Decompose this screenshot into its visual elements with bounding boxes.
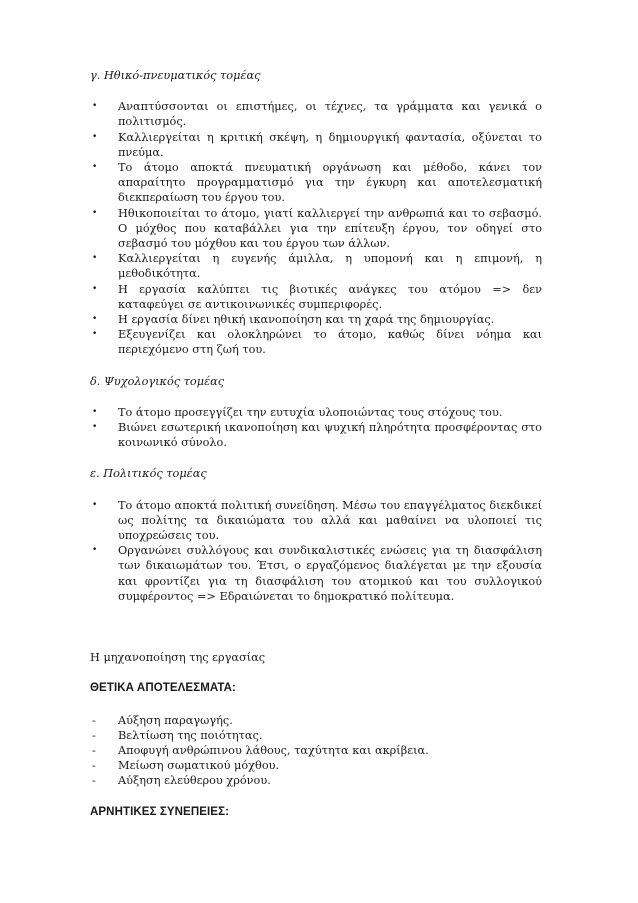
bullet-marker: • — [92, 131, 98, 142]
bullet-marker: • — [92, 314, 98, 325]
list-item: • Το άτομο αποκτά πνευματική οργάνωση και μέθοδο, κάνει τον απαραίτητο προγραμματισμό για την έγκυρη και αποτελεσματική διεκπεραίωση του έργου του. — [92, 161, 542, 205]
list-item: - Αύξηση ελεύθερου χρόνου. — [92, 774, 271, 788]
dash-marker: - — [92, 713, 96, 727]
list-item: • Καλλιεργείται η κριτική σκέψη, η δημιουργική φαντασία, οξύνεται το πνεύμα. — [92, 130, 542, 159]
dash-marker: - — [92, 759, 96, 773]
bullet-list-psychological — [90, 405, 542, 451]
bullet-marker: • — [92, 283, 98, 294]
list-item: • Εξευγενίζει και ολοκληρώνει το άτομο, καθώς δίνει νόημα και περιεχόμενο στη ζωή του. — [92, 328, 542, 357]
negative-consequences-heading: ΑΡΝΗΤΙΚΕΣ ΣΥΝΕΠΕΙΕΣ: — [90, 805, 229, 818]
bullet-marker: • — [92, 101, 98, 112]
mechanization-heading: Η μηχανοποίηση της εργασίας — [90, 651, 266, 665]
list-item: - Μείωση σωματικού μόχθου. — [92, 759, 280, 773]
list-item: • Οργανώνει συλλόγους και συνδικαλιστικές ενώσεις για τη διασφάλιση των δικαιωμάτων του. Έτσι, ο εργαζόμενος διαλέγεται με την εξουσία και φροντίζει για τη διασφάλιση του ατομικού και του συλλογικού συμφέροντος => Εδραιώνεται το δημοκρατικό πολίτευμα. — [92, 544, 542, 603]
list-item: • Το άτομο προσεγγίζει την ευτυχία υλοποιώντας τους στόχους του. — [92, 405, 503, 419]
document-page — [90, 68, 542, 820]
section-heading-ethical: γ. Ηθικό-πνευματικός τομέας — [90, 69, 261, 82]
list-item: - Αποφυγή ανθρώπινου λάθους, ταχύτητα και ακρίβεια. — [92, 743, 429, 757]
list-item: - Βελτίωση της ποιότητας. — [92, 728, 263, 742]
dash-marker: - — [92, 774, 96, 788]
list-item: • Ηθικοποιείται το άτομο, γιατί καλλιεργεί την ανθρωπιά και το σεβασμό. Ο μόχθος που καταβάλλει για την επίτευξη έργου, τον οδηγεί στο σεβασμό του μόχθου και του έργου των άλλων. — [92, 206, 542, 251]
list-item: • Βιώνει εσωτερική ικανοποίηση και ψυχική πληρότητα προσφέροντας στο κοινωνικό σύνολο. — [92, 421, 542, 450]
bullet-marker: • — [92, 253, 98, 264]
bullet-marker: • — [92, 499, 98, 510]
list-item: • Καλλιεργείται η ευγενής άμιλλα, η υπομονή και η επιμονή, η μεθοδικότητα. — [92, 252, 542, 281]
bullet-marker: • — [92, 422, 98, 433]
bullet-marker: • — [92, 329, 98, 340]
list-item: • Αναπτύσσονται οι επιστήμες, οι τέχνες, τα γράμματα και γενικά ο πολιτισμός. — [92, 100, 542, 129]
dash-marker: - — [92, 728, 96, 742]
bullet-marker: • — [92, 162, 98, 173]
bullet-marker: • — [92, 545, 98, 556]
list-item: • Η εργασία δίνει ηθική ικανοποίηση και τη χαρά της δημιουργίας. — [92, 313, 495, 327]
bullet-list-ethical — [90, 99, 542, 357]
positive-results-list — [90, 713, 542, 789]
bullet-marker: • — [92, 406, 98, 417]
list-item: - Αύξηση παραγωγής. — [92, 713, 233, 727]
dash-marker: - — [92, 743, 96, 757]
bullet-marker: • — [92, 207, 98, 218]
bullet-list-political — [90, 498, 542, 604]
list-item: • Το άτομο αποκτά πολιτική συνείδηση. Μέσω του επαγγέλματος διεκδικεί ως πολίτης τα δικαιώματα του αλλά και μαθαίνει να υλοποιεί τις υποχρεώσεις του. — [92, 498, 542, 543]
positive-results-heading: ΘΕΤΙΚΑ ΑΠΟΤΕΛΕΣΜΑΤΑ: — [90, 682, 236, 695]
section-heading-political: ε. Πολιτικός τομέας — [90, 467, 207, 481]
section-heading-psychological: δ. Ψυχολογικός τομέας — [90, 374, 225, 388]
list-item: • Η εργασία καλύπτει τις βιοτικές ανάγκες του ατόμου => δεν καταφεύγει σε αντικοινωνικές συμπεριφορές. — [92, 282, 542, 311]
